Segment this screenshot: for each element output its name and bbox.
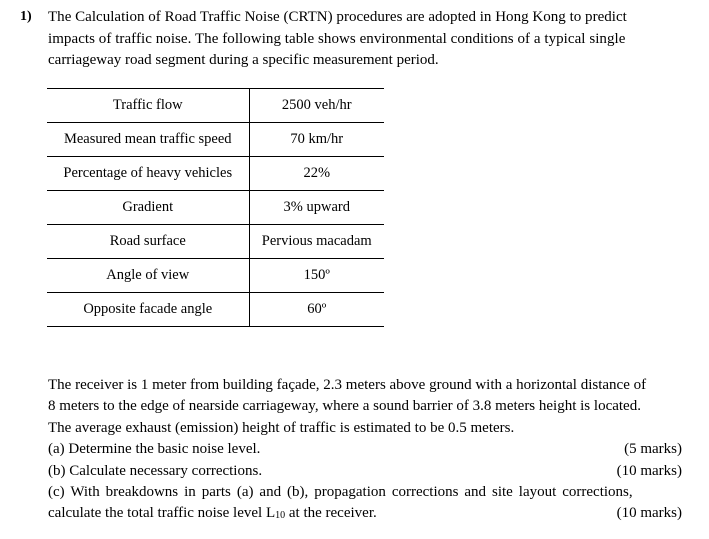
table-cell-parameter: Measured mean traffic speed — [47, 123, 249, 157]
part-b — [48, 461, 686, 482]
table-cell-value: 3% upward — [249, 191, 384, 225]
table-row — [47, 259, 384, 293]
part-b-text: (b) Calculate necessary corrections. — [48, 462, 263, 479]
table-cell-parameter: Road surface — [47, 225, 249, 259]
table-cell-parameter: Gradient — [47, 191, 249, 225]
receiver-line: The average exhaust (emission) height of traffic is estimated to be 0.5 meters. — [48, 419, 515, 436]
part-c-line-2 — [48, 503, 686, 526]
part-a-text: (a) Determine the basic noise level. — [48, 441, 261, 458]
question-intro — [48, 7, 688, 72]
table-cell-value: 60º — [249, 293, 384, 327]
intro-line: carriageway road segment during a specific measurement period. — [48, 52, 439, 68]
part-a — [48, 439, 686, 460]
table-row — [47, 225, 384, 259]
intro-line: The Calculation of Road Traffic Noise (CRTN) procedures are adopted in Hong Kong to predict — [48, 9, 627, 25]
question-number: 1) — [20, 9, 32, 24]
table-cell-value: Pervious macadam — [249, 225, 384, 259]
table-cell-parameter: Angle of view — [47, 259, 249, 293]
part-c-marks: (10 marks) — [616, 505, 682, 522]
part-c-text-prefix: calculate the total traffic noise level L — [48, 505, 276, 522]
intro-line: impacts of traffic noise. The following table shows environmental conditions of a typical single — [48, 30, 626, 47]
receiver-line: 8 meters to the edge of nearside carriageway, where a sound barrier of 3.8 meters height is located. — [48, 398, 641, 415]
part-c-text — [48, 503, 377, 526]
part-c-subscript: 10 — [275, 510, 286, 522]
receiver-line: The receiver is 1 meter from building façade, 2.3 meters above ground with a horizontal distance of — [48, 377, 647, 393]
table-row — [47, 293, 384, 327]
table-cell-value: 150º — [249, 259, 384, 293]
part-c-text-suffix: at the receiver. — [285, 505, 377, 522]
receiver-description — [48, 375, 686, 527]
table-row — [47, 157, 384, 191]
table-row — [47, 89, 384, 123]
table-cell-value: 70 km/hr — [249, 123, 384, 157]
part-b-marks: (10 marks) — [616, 462, 682, 479]
environmental-conditions-table — [47, 88, 384, 327]
table-row — [47, 191, 384, 225]
table-cell-value: 2500 veh/hr — [249, 89, 384, 123]
table-row — [47, 123, 384, 157]
table-cell-parameter: Percentage of heavy vehicles — [47, 157, 249, 191]
part-c-line-1: (c) With breakdowns in parts (a) and (b), propagation corrections and site layout corrections, — [48, 484, 633, 501]
table-cell-parameter: Traffic flow — [47, 89, 249, 123]
table-cell-parameter: Opposite facade angle — [47, 293, 249, 327]
part-a-marks: (5 marks) — [624, 441, 682, 458]
table-cell-value: 22% — [249, 157, 384, 191]
